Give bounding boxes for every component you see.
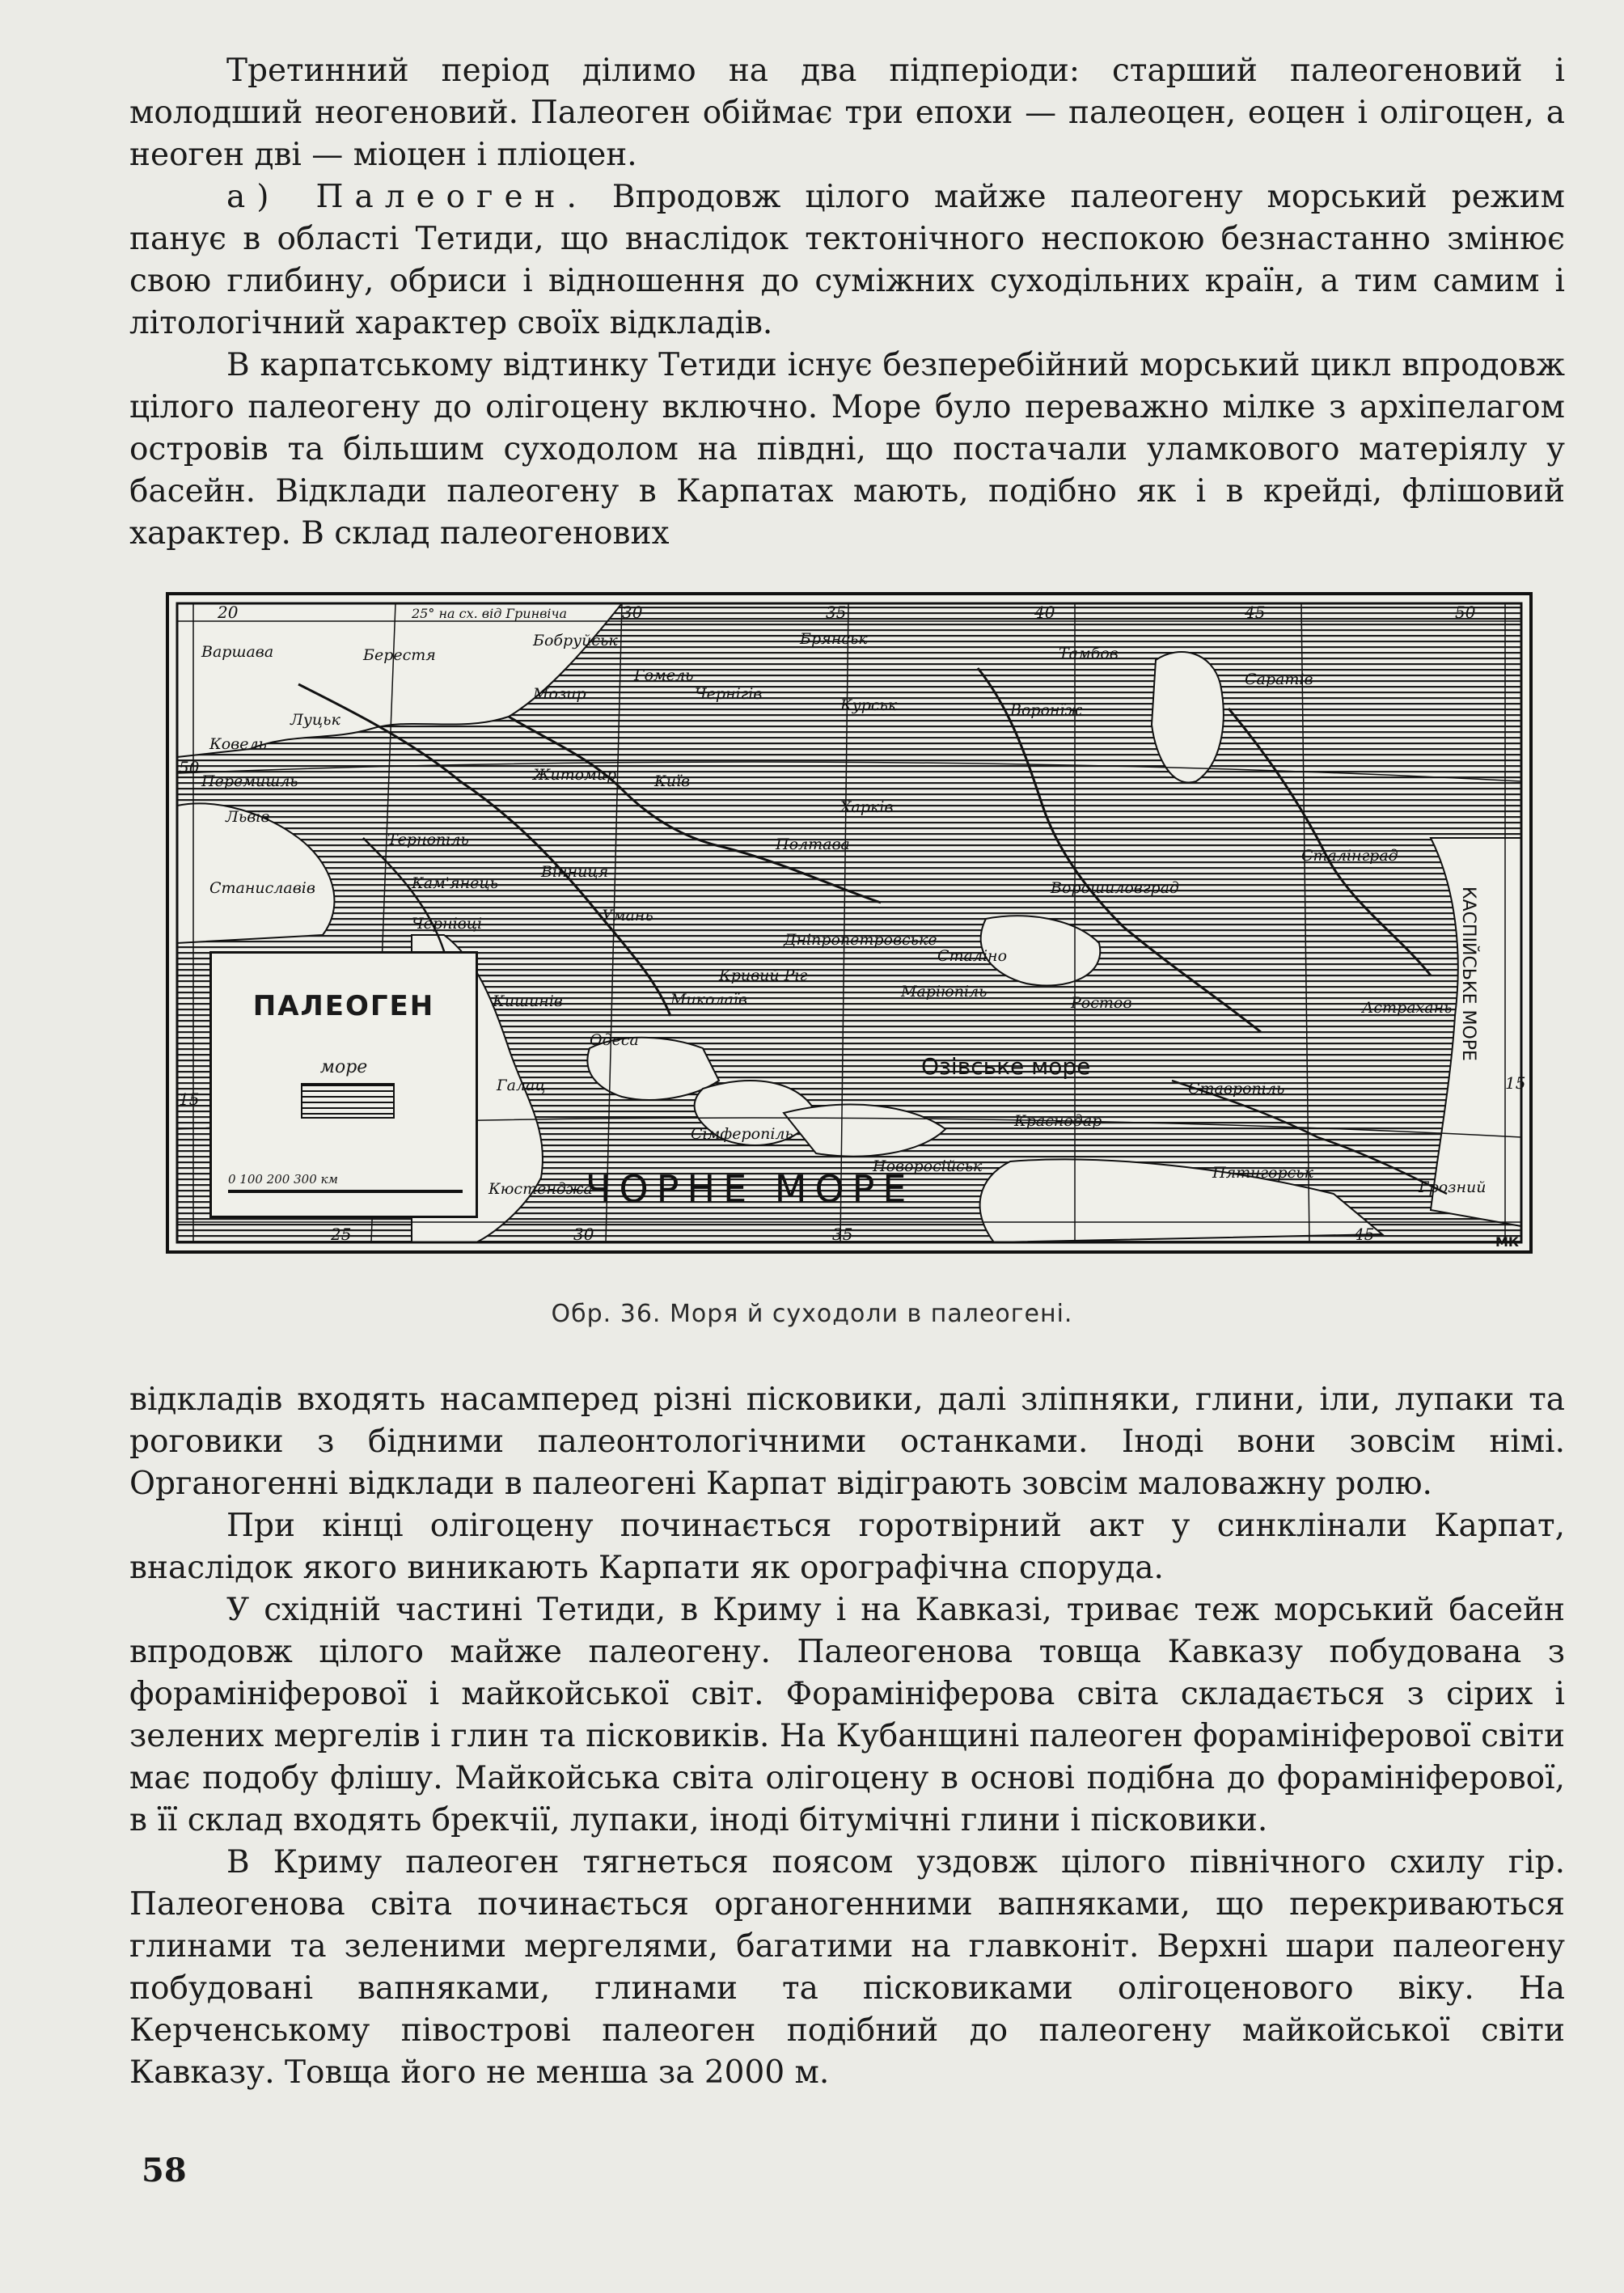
place-label: Ковель bbox=[209, 735, 267, 753]
place-label: Пятигорськ bbox=[1212, 1164, 1313, 1182]
lat-label-15-right: 15 bbox=[1505, 1073, 1526, 1093]
lon-label-bottom-45: 45 bbox=[1354, 1225, 1375, 1244]
legend-scale-text: 0 100 200 300 км bbox=[228, 1172, 338, 1187]
legend-scale-bar bbox=[228, 1190, 463, 1193]
lon-label-top-45: 45 bbox=[1245, 603, 1266, 622]
azov-sea-label: Озівське море bbox=[921, 1053, 1091, 1080]
caspian-sea-label: КАСПІЙСЬКЕ МОРЕ bbox=[1458, 886, 1478, 1061]
place-label: Сталіно bbox=[937, 947, 1008, 965]
legend-title: ПАЛЕОГЕН bbox=[252, 990, 435, 1022]
place-label: Саратів bbox=[1245, 671, 1313, 688]
place-label: Чернівці bbox=[412, 915, 483, 933]
place-label: Галац bbox=[497, 1077, 546, 1094]
place-label: Станиславів bbox=[209, 879, 315, 897]
place-label: Дніпропетровське bbox=[784, 931, 937, 949]
place-label: Маріюпіль bbox=[901, 983, 988, 1001]
paragraph-tertiary-intro: Третинний період ділимо на два підперіоди: старший палеогеновий і молодший неогеновий. Палеоген обіймає три епохи — палеоцен, еоцен і олігоцен, а неоген дві — міоцен і пліоцен. bbox=[129, 53, 1565, 173]
lon-label-top-50: 50 bbox=[1455, 603, 1476, 622]
paragraph-deposits: відкладів входять насамперед різні пісковики, далі зліпняки, глини, іли, лупаки та роговики з бідними палеонтологічними останками. Іноді вони зовсім німі. Органогенні відклади в палеогені Карпат відіграють зовсім маловажну ролю. bbox=[129, 1381, 1565, 1502]
corner-mark: МК bbox=[1495, 1234, 1519, 1250]
place-label: Ворошиловград bbox=[1051, 879, 1179, 897]
paragraph-eastern-tethys: У східній частині Тетиди, в Криму і на Кавказі, триває теж морський басейн впродовж цілого майже палеогену. Палеогенова товща Кавказу побудована з форамініферової і майкойської світ. Форамініферова світа складається з сірих і зелених мергелів і глин та пісковиків. На Кубанщині палеоген форамініферової світи має подобу флішу. Майкойська світа олігоцену в основі подібна до форамініферової, в її склад входять брекчії, лупаки, іноді бітумічні глини і пісковики. bbox=[129, 1592, 1565, 1838]
place-label: Сімферопіль bbox=[691, 1125, 793, 1143]
place-label: Сталінград bbox=[1301, 847, 1398, 865]
paleogene-heading-label: а) Палеоген. bbox=[226, 179, 588, 215]
paleogene-map-figure bbox=[166, 592, 1533, 1254]
lon-label-bottom-35: 35 bbox=[832, 1225, 853, 1244]
place-label: Тамбов bbox=[1059, 645, 1119, 662]
meridian-note: 25° на сх. від Гринвіча bbox=[412, 606, 568, 621]
lon-label-bottom-30: 30 bbox=[573, 1225, 594, 1244]
paleogene-heading-text: Впродовж цілого майже палеогену морський режим панує в області Тетиди, що внаслідок тектонічного неспокою безнастанно змінює свою глибину, обриси і відношення до суміжних суходільних країн, а тим самим і літологічний характер своїх відкладів. bbox=[129, 179, 1565, 341]
place-label: Львів bbox=[226, 808, 270, 826]
bottom-text-block bbox=[129, 1379, 1565, 2094]
place-label: Луцьк bbox=[290, 711, 340, 729]
place-label: Грозний bbox=[1419, 1178, 1487, 1196]
black-sea-label: ЧОРНЕ МОРЕ bbox=[586, 1167, 915, 1211]
place-label: Кривий Ріг bbox=[719, 967, 808, 984]
place-label: Варшава bbox=[201, 643, 274, 661]
paragraph-carpathian-tethys: В карпатському відтинку Тетиди існує безперебійний морський цикл впродовж цілого палеогену до олігоцену включно. Море було переважно мілке з архіпелагом островів та більшим суходолом на півдні, що постачали уламкового матеріялу у басейн. Відклади палеогену в Карпатах мають, подібно як і в крейді, флішовий характер. В склад палеогенових bbox=[129, 347, 1565, 552]
lat-label-50: 50 bbox=[179, 758, 200, 777]
place-label: Київ bbox=[654, 772, 691, 790]
place-label: Кишинів bbox=[493, 992, 563, 1010]
place-label: Вінниця bbox=[541, 863, 609, 881]
place-label: Житомир bbox=[533, 766, 617, 784]
lon-label-bottom-25: 25 bbox=[331, 1225, 352, 1244]
place-label: Умань bbox=[602, 907, 653, 924]
place-label: Бобруйськ bbox=[533, 632, 618, 649]
place-label: Полтава bbox=[776, 836, 850, 853]
legend-sea-label: море bbox=[319, 1057, 368, 1077]
place-label: Ростов bbox=[1071, 994, 1132, 1012]
place-label: Харків bbox=[840, 798, 894, 816]
lon-label-top-35: 35 bbox=[826, 603, 847, 622]
place-label: Воронїж bbox=[1010, 701, 1083, 719]
place-label: Брянськ bbox=[800, 630, 868, 648]
paragraph-oligocene-orogeny: При кінці олігоцену починається горотвірний акт у синклінали Карпат, внаслідок якого виникають Карпати як орографічна споруда. bbox=[129, 1508, 1565, 1586]
place-label: Гомель bbox=[634, 666, 694, 684]
place-label: Кюстенджа bbox=[488, 1180, 593, 1198]
map-legend bbox=[209, 951, 478, 1218]
place-label: Ставропіль bbox=[1188, 1080, 1285, 1098]
volga-island bbox=[1152, 652, 1224, 783]
place-label: Тернопіль bbox=[387, 831, 469, 848]
lon-label-top-40: 40 bbox=[1034, 603, 1055, 622]
place-label: Перемишль bbox=[201, 772, 298, 790]
paragraph-crimea: В Криму палеоген тягнеться поясом уздовж цілого північного схилу гір. Палеогенова світа починається органогенними вапняками, що перекриваються глинами та зеленими мергелями, багатими на главконіт. Верхні шари палеогену побудовані вапняками, глинами та пісковиками олігоценового віку. На Керченському півострові палеоген подібний до палеогену майкойської світи Кавказу. Товща його не менша за 2000 м. bbox=[129, 1844, 1565, 2091]
top-text-block bbox=[129, 50, 1565, 555]
place-label: Одеса bbox=[590, 1031, 639, 1049]
page-number: 58 bbox=[142, 2151, 187, 2189]
place-label: Чернігів bbox=[695, 685, 763, 703]
place-label: Миколаїв bbox=[670, 991, 748, 1009]
paragraph-paleogene-heading bbox=[129, 176, 1565, 345]
place-label: Берестя bbox=[363, 646, 436, 664]
legend-sea-swatch bbox=[301, 1083, 395, 1119]
place-label: Мозир bbox=[533, 685, 586, 703]
figure-caption: Обр. 36. Моря й суходоли в палеогені. bbox=[551, 1300, 1073, 1328]
lon-label-top-20: 20 bbox=[218, 603, 239, 622]
lat-label-15-left: 15 bbox=[179, 1089, 200, 1109]
place-label: Астрахань bbox=[1362, 999, 1453, 1017]
place-label: Кам'янець bbox=[412, 874, 498, 892]
place-label: Курськ bbox=[840, 696, 898, 714]
place-label: Краснодар bbox=[1014, 1112, 1102, 1130]
place-label: Новоросійськ bbox=[873, 1157, 983, 1175]
lon-label-top-30: 30 bbox=[622, 603, 643, 622]
